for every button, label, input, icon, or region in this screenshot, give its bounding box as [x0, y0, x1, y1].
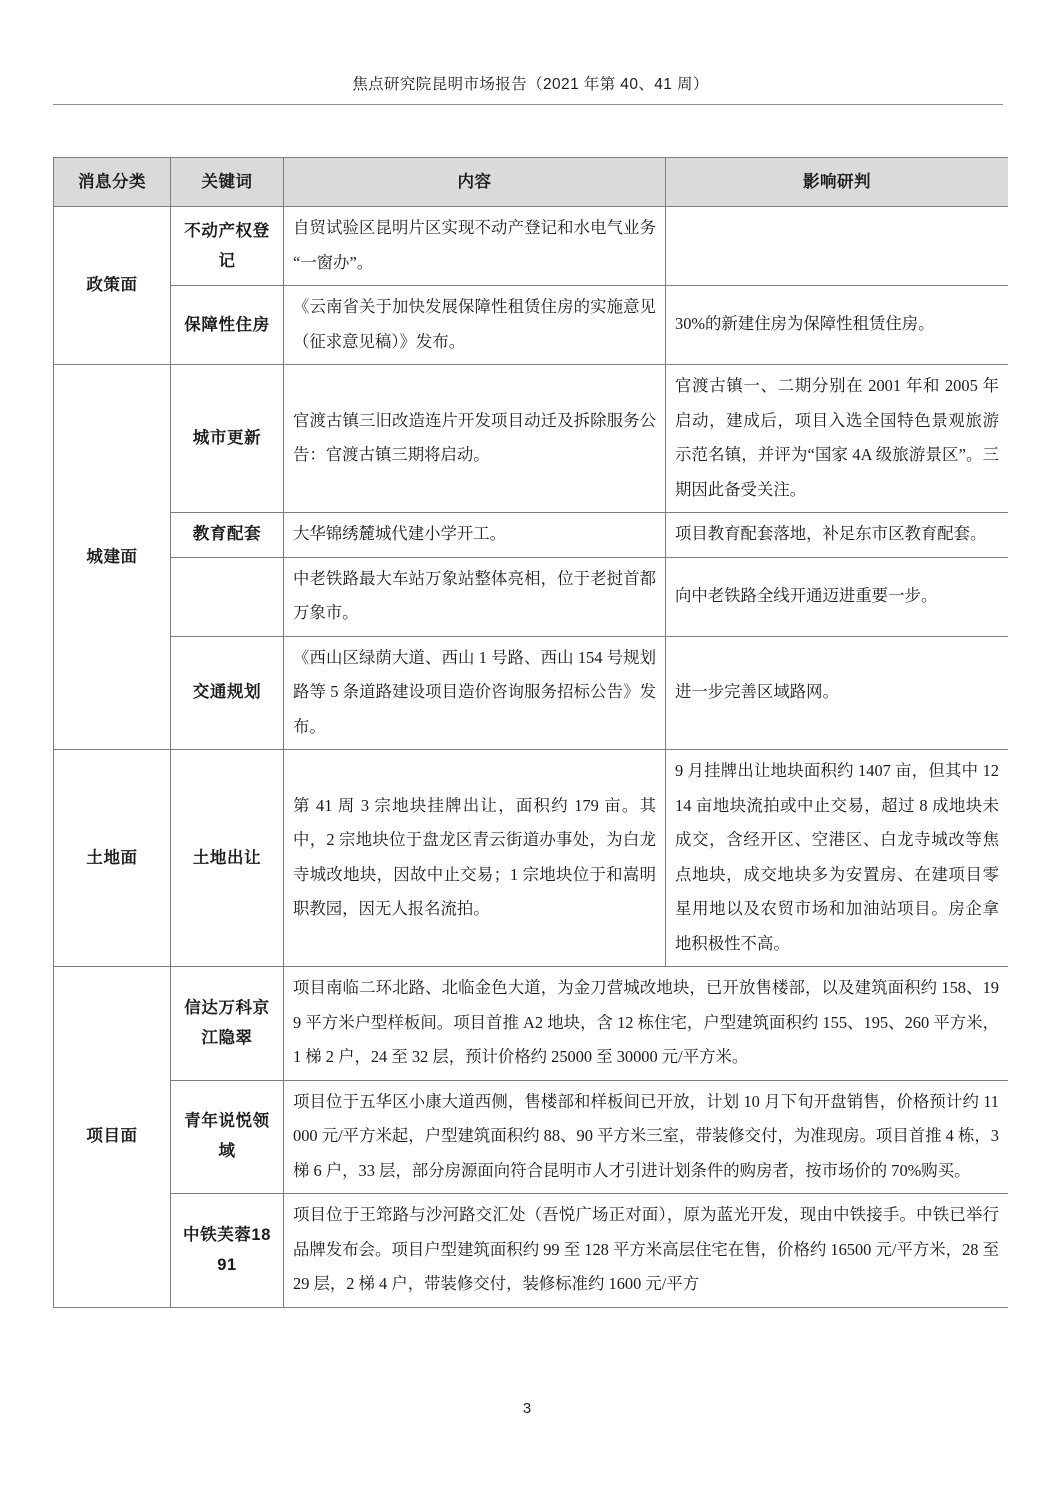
row-impact: 进一步完善区域路网。 [666, 636, 1009, 750]
row-keyword-blank [171, 557, 284, 636]
row-content: 《云南省关于加快发展保障性租赁住房的实施意见（征求意见稿）》发布。 [284, 286, 666, 365]
header-divider [53, 104, 1003, 105]
row-content: 项目位于五华区小康大道西侧，售楼部和样板间已开放，计划 10 月下旬开盘销售，价格预计约 11000 元/平方米起，户型建筑面积约 88、90 平方米三室，带装修交付，为准现房。项目首推 4 栋，3 梯 6 户，33 层，部分房源面向符合昆明市人才引进计划条件的购房者，按市场价的 70%购买。 [284, 1080, 1009, 1194]
report-title: 焦点研究院昆明市场报告（2021 年第 40、41 周） [352, 76, 709, 93]
row-keyword: 信达万科京江隐翠 [171, 967, 284, 1081]
table-row [54, 513, 1009, 558]
table-row [54, 207, 1009, 286]
table-row [54, 636, 1009, 750]
row-keyword: 土地出让 [171, 750, 284, 967]
row-content: 中老铁路最大车站万象站整体亮相，位于老挝首都万象市。 [284, 557, 666, 636]
row-keyword: 青年说悦领域 [171, 1080, 284, 1194]
row-impact: 官渡古镇一、二期分别在 2001 年和 2005 年启动，建成后，项目入选全国特色景观旅游示范名镇，并评为“国家 4A 级旅游景区”。三期因此备受关注。 [666, 365, 1009, 513]
row-keyword: 中铁芙蓉1891 [171, 1194, 284, 1308]
row-content: 第 41 周 3 宗地块挂牌出让，面积约 179 亩。其中，2 宗地块位于盘龙区青云街道办事处，为白龙寺城改地块，因故中止交易；1 宗地块位于和嵩明职教园，因无人报名流拍。 [284, 750, 666, 967]
row-content: 项目南临二环北路、北临金色大道，为金刀营城改地块，已开放售楼部，以及建筑面积约 158、199 平方米户型样板间。项目首推 A2 地块，含 12 栋住宅，户型建筑面积约 155、195、260 平方米，1 梯 2 户，24 至 32 层，预计价格约 25000 至 30000 元/平方米。 [284, 967, 1009, 1081]
column-header-impact: 影响研判 [666, 158, 1009, 207]
row-content: 大华锦绣麓城代建小学开工。 [284, 513, 666, 558]
news-table-container [53, 157, 1008, 1308]
column-header-keyword: 关键词 [171, 158, 284, 207]
row-category-policy: 政策面 [54, 207, 171, 365]
row-category-land: 土地面 [54, 750, 171, 967]
row-content: 自贸试验区昆明片区实现不动产登记和水电气业务“一窗办”。 [284, 207, 666, 286]
row-keyword: 城市更新 [171, 365, 284, 513]
news-table [53, 157, 1008, 1308]
row-impact [666, 207, 1009, 286]
table-row [54, 365, 1009, 513]
row-impact: 9 月挂牌出让地块面积约 1407 亩，但其中 1214 亩地块流拍或中止交易，超过 8 成地块未成交，含经开区、空港区、白龙寺城改等焦点地块，成交地块多为安置房、在建项目零星用地以及农贸市场和加油站项目。房企拿地积极性不高。 [666, 750, 1009, 967]
row-keyword: 保障性住房 [171, 286, 284, 365]
row-category-urban: 城建面 [54, 365, 171, 750]
row-impact: 30%的新建住房为保障性租赁住房。 [666, 286, 1009, 365]
row-impact: 向中老铁路全线开通迈进重要一步。 [666, 557, 1009, 636]
table-row [54, 557, 1009, 636]
table-row [54, 967, 1009, 1081]
row-category-project: 项目面 [54, 967, 171, 1308]
row-impact: 项目教育配套落地，补足东市区教育配套。 [666, 513, 1009, 558]
row-content: 官渡古镇三旧改造连片开发项目动迁及拆除服务公告：官渡古镇三期将启动。 [284, 365, 666, 513]
row-content: 《西山区绿荫大道、西山 1 号路、西山 154 号规划路等 5 条道路建设项目造价咨询服务招标公告》发布。 [284, 636, 666, 750]
table-header-row [54, 158, 1009, 207]
column-header-category: 消息分类 [54, 158, 171, 207]
table-row [54, 1080, 1009, 1194]
row-keyword: 教育配套 [171, 513, 284, 558]
table-row [54, 1194, 1009, 1308]
column-header-content: 内容 [284, 158, 666, 207]
page-number: 3 [522, 1400, 532, 1417]
row-keyword: 交通规划 [171, 636, 284, 750]
row-keyword: 不动产权登记 [171, 207, 284, 286]
running-header [53, 74, 1008, 96]
table-row [54, 286, 1009, 365]
row-content: 项目位于王筇路与沙河路交汇处（吾悦广场正对面），原为蓝光开发，现由中铁接手。中铁已举行品牌发布会。项目户型建筑面积约 99 至 128 平方米高层住宅在售，价格约 16500 元/平方米，28 至 29 层，2 梯 4 户，带装修交付，装修标准约 1600 元/平方 [284, 1194, 1009, 1308]
table-row [54, 750, 1009, 967]
